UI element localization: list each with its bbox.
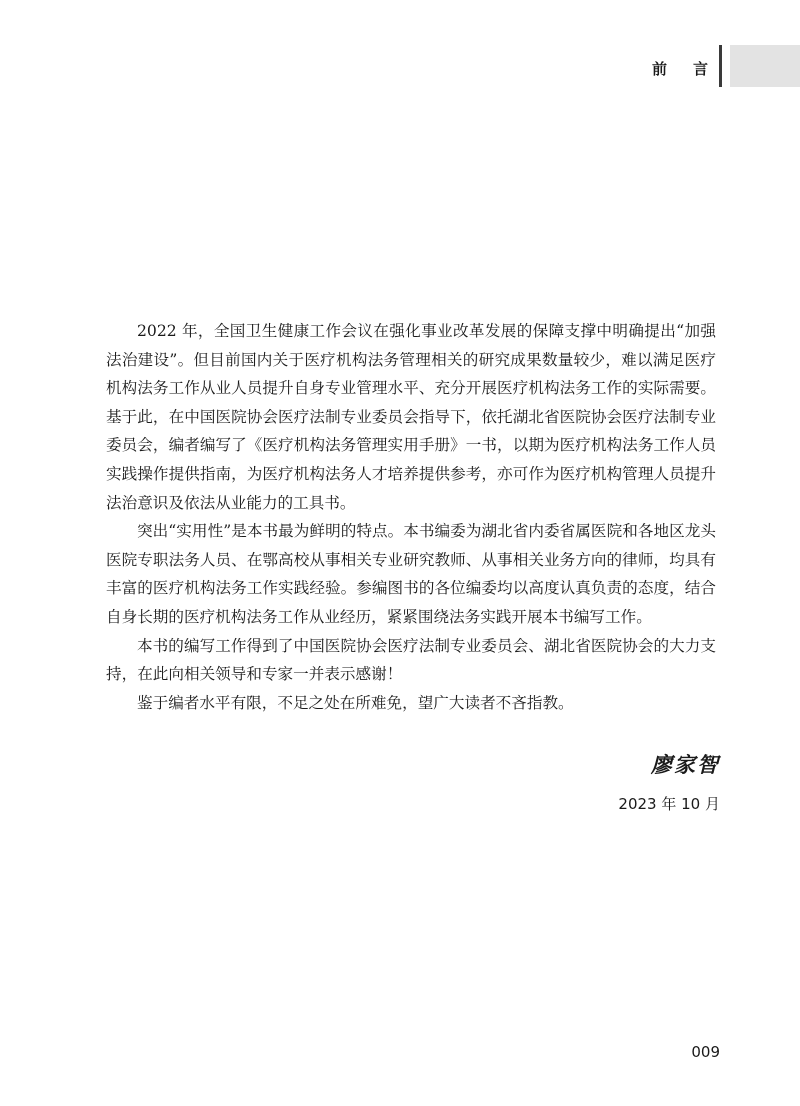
paragraph: 2022 年，全国卫生健康工作会议在强化事业改革发展的保障支撑中明确提出“加强法治建设”。但目前国内关于医疗机构法务管理相关的研究成果数量较少，难以满足医疗机构法务工作从业人员提升自身专业管理水平、充分开展医疗机构法务工作的实际需要。基于此，在中国医院协会医疗法制专业委员会指导下，依托湖北省医院协会医疗法制专业委员会，编者编写了《医疗机构法务管理实用手册》一书，以期为医疗机构法务工作人员实践操作提供指南，为医疗机构法务人才培养提供参考，亦可作为医疗机构管理人员提升法治意识及依法从业能力的工具书。	[106, 322, 716, 512]
paragraph: 本书的编写工作得到了中国医院协会医疗法制专业委员会、湖北省医院协会的大力支持，在此向相关领导和专家一并表示感谢！	[106, 636, 716, 684]
page-number: 009	[691, 1043, 720, 1061]
signature-date: 2023 年 10 月	[618, 795, 720, 813]
paragraph: 突出“实用性”是本书最为鲜明的特点。本书编委为湖北省内委省属医院和各地区龙头医院专职法务人员、在鄂高校从事相关专业研究教师、从事相关业务方向的律师，均具有丰富的医疗机构法务工作实践经验。参编图书的各位编委均以高度认真负责的态度，结合自身长期的医疗机构法务工作从业经历，紧紧围绕法务实践开展本书编写工作。	[106, 522, 716, 626]
preface-body	[106, 317, 716, 717]
paragraph: 鉴于编者水平有限，不足之处在所难免，望广大读者不吝指教。	[137, 693, 574, 712]
author-signature: 廖家智	[651, 752, 720, 777]
chapter-tab	[730, 45, 800, 87]
section-title-char-1: 前	[652, 60, 668, 78]
header-divider	[719, 45, 722, 87]
section-title	[652, 58, 708, 79]
section-title-char-2: 言	[693, 60, 709, 78]
